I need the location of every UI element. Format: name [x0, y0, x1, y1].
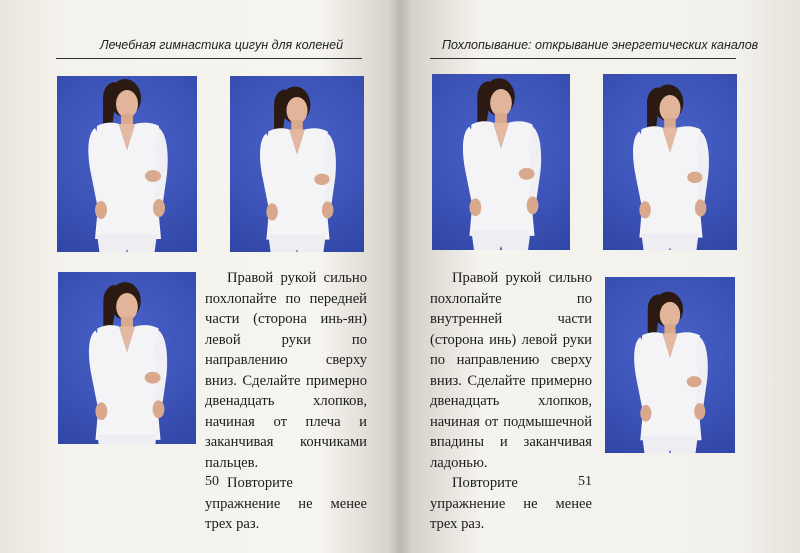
- photo-right-top: [432, 74, 570, 250]
- photo-left-bottom: [58, 272, 196, 444]
- right-running-head: Похлопывание: открывание энергетических каналов: [442, 38, 759, 52]
- right-page: [400, 0, 800, 553]
- left-page: [0, 0, 398, 553]
- photo-left-top: [57, 76, 197, 252]
- right-paragraph-1: Правой рукой сильно похлопайте по внутренней части (сторона инь) левой руки по направлению сверху вниз. Сделайте примерно двенадцать хлопков, начиная от подмышечной впадины и заканчивая ладонью.: [430, 270, 592, 471]
- photo-right-bottom: [605, 277, 735, 453]
- left-header-rule: [56, 58, 362, 59]
- right-body-text: [430, 268, 592, 535]
- photo-left-top-right: [230, 76, 364, 252]
- left-body-text: [205, 268, 367, 535]
- left-page-number: 50: [205, 474, 219, 489]
- right-paragraph-2: Повторите упражнение не менее трех раз.: [430, 475, 592, 532]
- left-paragraph-1: Правой рукой сильно похлопайте по передней части (сторона инь-ян) левой руки по направлению сверху вниз. Сделайте примерно двенадцать хлопков, начиная от плеча и заканчивая кончиками пальцев.: [205, 270, 367, 471]
- right-header-rule: [430, 58, 736, 59]
- left-running-head: Лечебная гимнастика цигун для коленей: [100, 38, 344, 52]
- left-paragraph-2: Повторите упражнение не менее трех раз.: [205, 475, 367, 532]
- right-page-number: 51: [578, 474, 592, 489]
- photo-right-top-right: [603, 74, 737, 250]
